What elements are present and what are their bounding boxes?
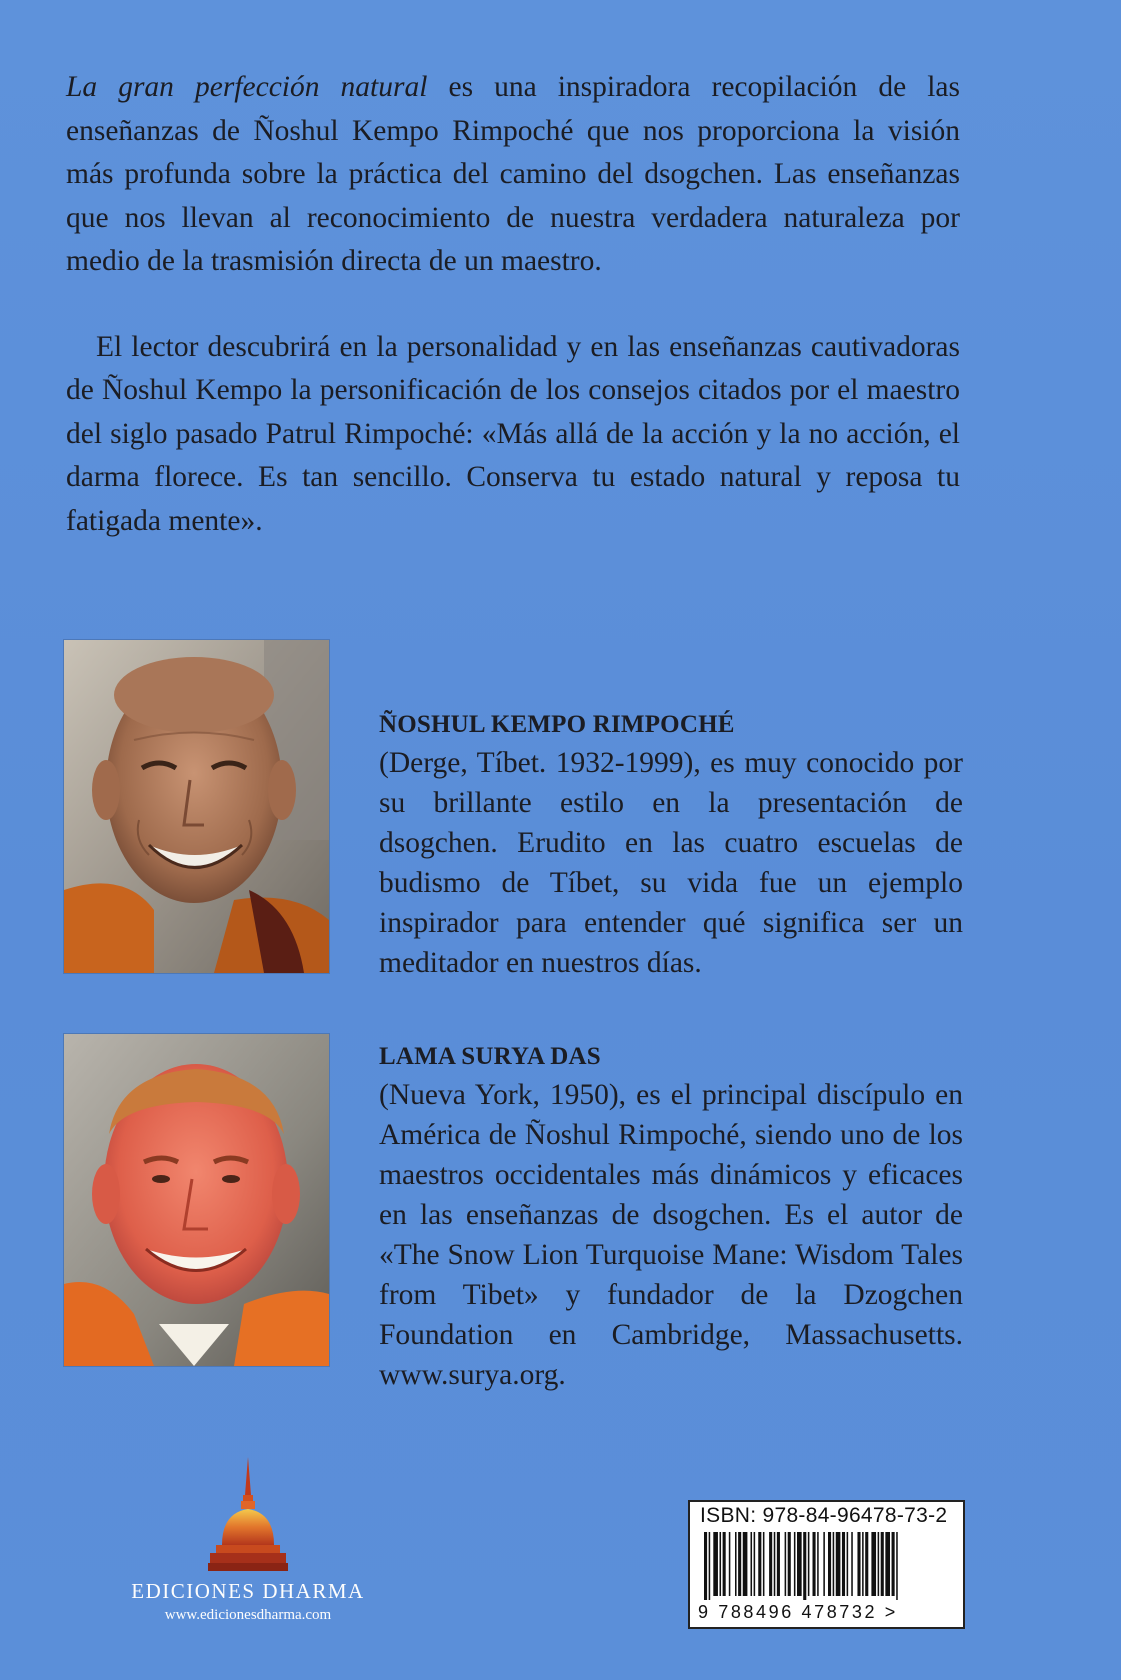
barcode-bar [769, 1532, 772, 1596]
barcode-bar [896, 1532, 898, 1600]
author-photo-lama-surya-das [64, 1034, 329, 1366]
barcode-bar [892, 1532, 895, 1596]
barcode-bar [833, 1532, 835, 1596]
author-bio-1 [379, 707, 963, 983]
publisher-name: EDICIONES DHARMA [131, 1579, 365, 1603]
barcode-bar [729, 1532, 731, 1596]
blurb-paragraph-1-text: es una inspiradora recopilación de las enseñanzas de Ñoshul Kempo Rimpoché que nos proporciona la visión más profunda sobre la práctica del camino del dsogchen. Las enseñanzas que nos llevan al reconocimiento de nuestra verdadera naturaleza por medio de la trasmisión directa de un maestro. [66, 71, 960, 277]
barcode-bar [881, 1532, 884, 1596]
barcode-bar [851, 1532, 853, 1596]
barcode-bar [862, 1532, 864, 1596]
barcode-bar [723, 1532, 726, 1596]
author-bio-2 [379, 1039, 963, 1395]
barcode-bar [842, 1532, 845, 1596]
barcode-bar [847, 1532, 849, 1596]
isbn-label: ISBN: 978-84-96478-73-2 [700, 1504, 948, 1527]
publisher-url: www.edicionesdharma.com [164, 1607, 332, 1623]
barcode-bar [774, 1532, 776, 1596]
barcode-bar [751, 1532, 753, 1596]
barcode-bar [823, 1532, 825, 1596]
barcode-bar [758, 1532, 761, 1596]
barcode-bar [709, 1532, 711, 1600]
barcode-bar [794, 1532, 796, 1596]
blurb-paragraph-2: El lector descubrirá en la personalidad y en las enseñanzas cautivadoras de Ñoshul Kempo la personificación de los consejos citados por el maestro del siglo pasado Patrul Rimpoché: «Más allá de la acción y la no acción, el darma florece. Es tan sencillo. Conserva tu estado natural y reposa tu fatigada mente». [66, 330, 960, 537]
barcode-bar [788, 1532, 791, 1596]
portrait-image [64, 640, 329, 973]
stupa-icon [208, 1455, 288, 1575]
barcode-bar [763, 1532, 765, 1596]
barcode-bar [871, 1532, 876, 1596]
barcode-bar [878, 1532, 880, 1596]
barcode-bar [836, 1532, 841, 1596]
blurb-paragraph-1 [66, 66, 960, 284]
author-bio-text: (Nueva York, 1950), es el principal discípulo en América de Ñoshul Rimpoché, siendo uno de los maestros occidentales más dinámicos y eficaces en las enseñanzas de dsogchen. Es el autor de «The Snow Lion Turquoise Mane: Wisdom Tales from Tibet» y fundador de la Dzogchen Foundation en Cambridge, Massachusetts. www.surya.org. [379, 1079, 963, 1391]
barcode-bar [735, 1532, 737, 1596]
barcode-bar [803, 1532, 806, 1600]
barcode-bar [828, 1532, 831, 1596]
barcode-bar [743, 1532, 748, 1596]
author-name: LAMA SURYA DAS [379, 1043, 601, 1070]
barcode-bars [698, 1532, 956, 1600]
barcode-bar [817, 1532, 819, 1596]
barcode-bar [713, 1532, 718, 1596]
barcode-bar [808, 1532, 810, 1596]
barcode-bar [738, 1532, 741, 1596]
isbn-barcode [688, 1500, 965, 1629]
book-title: La gran perfección natural [66, 71, 428, 103]
barcode-digits: 9 788496 478732 > [698, 1602, 898, 1622]
barcode-bar [857, 1532, 860, 1596]
portrait-image [64, 1034, 329, 1366]
author-photo-noshul-kempo [64, 640, 329, 973]
author-name: ÑOSHUL KEMPO RIMPOCHÉ [379, 711, 735, 738]
barcode-bar [865, 1532, 868, 1596]
barcode-bar [720, 1532, 722, 1596]
barcode-bar [704, 1532, 707, 1600]
author-bio-text: (Derge, Tíbet. 1932-1999), es muy conocido por su brillante estilo en la presentación de dsogchen. Erudito en las cuatro escuelas de budismo de Tíbet, su vida fue un ejemplo inspirador para entender qué significa ser un meditador en nuestros días. [379, 747, 963, 979]
blurb [66, 66, 960, 543]
barcode-bar [754, 1532, 756, 1596]
barcode-bar [797, 1532, 802, 1596]
publisher-logo [128, 1455, 368, 1624]
barcode-bar [813, 1532, 816, 1596]
barcode-bar [885, 1532, 890, 1596]
barcode-bar [785, 1532, 787, 1596]
barcode-bar [777, 1532, 780, 1596]
